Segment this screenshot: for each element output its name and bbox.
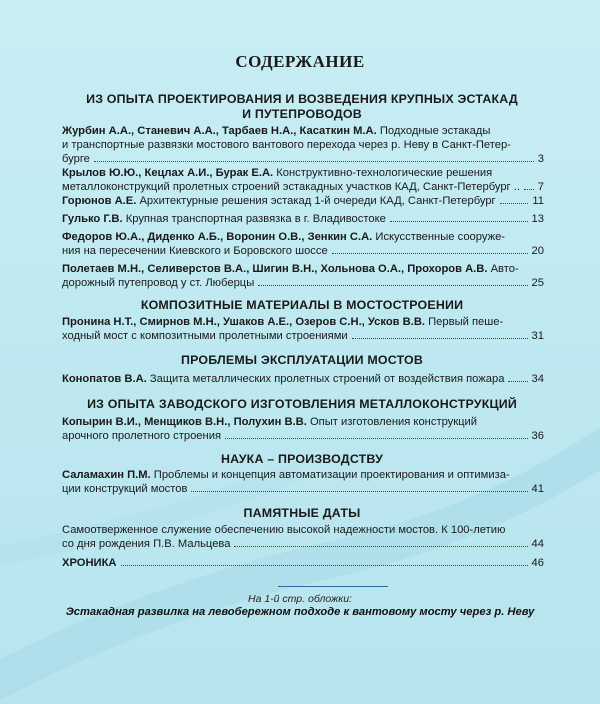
entry-page: 11 [532,195,544,207]
section-heading-memorable-dates: ПАМЯТНЫЕ ДАТЫ [243,506,361,520]
section-heading-science: НАУКА – ПРОИЗВОДСТВУ [220,452,384,466]
section-heading-bridges-overpasses: ИЗ ОПЫТА ПРОЕКТИРОВАНИЯ И ВОЗВЕДЕНИЯ КРУПНЫХ ЭСТАКАД И ПУТЕПРОВОДОВ [86,92,518,121]
toc-entry[interactable]: Крылов Ю.Ю., Кецлах А.И., Бурак Е.А. Конструктивно-технологические решения металлоконструкций пролетных строений эстакадных участков КАД, Санкт-Петербург .. 7 [62,167,544,193]
toc-entry[interactable]: Копырин В.И., Менщиков В.Н., Полухин В.В. Опыт изготовления конструкций арочного пролетного строения 36 [62,416,544,442]
entry-page: 7 [537,181,544,193]
divider-line [278,586,388,587]
toc-entry[interactable]: Полетаев М.Н., Селиверстов В.А., Шигин В.Н., Хольнова О.А., Прохоров А.В. Авто- дорожный путепровод у ст. Люберцы 25 [62,263,544,289]
entry-title: Подходные эстакады [379,125,491,137]
toc-entry[interactable]: Конопатов В.А. Защита металлических пролетных строений от воздействия пожара 34 [62,373,544,385]
section-heading-composites: КОМПОЗИТНЫЕ МАТЕРИАЛЫ В МОСТОСТРОЕНИИ [140,298,464,312]
entry-page: 25 [531,277,544,289]
toc-entry[interactable]: Пронина Н.Т., Смирнов М.Н., Ушаков А.Е., Озеров С.Н., Усков В.В. Первый пеше- ходный мост с композитными пролетными строениями 31 [62,316,544,342]
entry-page: 41 [531,483,544,495]
entry-authors: Журбин А.А., Станевич А.А., Тарбаев Н.А., Касаткин М.А. [62,125,377,137]
leader-dots [94,161,534,162]
toc-entry[interactable]: Гулько Г.В. Крупная транспортная развязка в г. Владивостоке 13 [62,213,544,225]
toc-entry[interactable]: Федоров Ю.А., Диденко А.Б., Воронин О.В., Зенкин С.А. Искусственные сооруже- ния на пересечении Киевского и Боровского шоссе 20 [62,231,544,257]
entry-page: 20 [531,245,544,257]
entry-page: 36 [531,430,544,442]
entry-page: 46 [531,557,544,569]
chronicle-label: ХРОНИКА [62,557,117,569]
entry-page: 13 [531,213,544,225]
toc-entry-chronicle[interactable] [62,556,544,570]
toc-entry[interactable]: Журбин А.А., Станевич А.А., Тарбаев Н.А., Касаткин М.А. Подходные эстакады и транспортные развязки мостового вантового перехода через р. Неву в Санкт-Петер- бурге 3 [62,125,544,165]
entry-page: 3 [537,153,544,165]
page-title: СОДЕРЖАНИЕ [235,52,365,71]
section-heading-factory: ИЗ ОПЫТА ЗАВОДСКОГО ИЗГОТОВЛЕНИЯ МЕТАЛЛОКОНСТРУКЦИЙ [87,397,517,411]
section-heading-operation: ПРОБЛЕМЫ ЭКСПЛУАТАЦИИ МОСТОВ [180,353,424,367]
toc-entry[interactable]: Самоотверженное служение обеспечению высокой надежности мостов. К 100-летию со дня рождения П.В. Мальцева 44 [62,524,544,550]
cover-title: Эстакадная развилка на левобережном подходе к вантовому мосту через р. Неву [65,606,535,618]
toc-entry[interactable]: Горюнов А.Е. Архитектурные решения эстакад 1-й очереди КАД, Санкт-Петербург 11 [62,195,544,207]
entry-page: 34 [531,373,544,385]
cover-caption: На 1-й стр. обложки: [248,593,352,605]
entry-title-cont: и транспортные развязки мостового вантового перехода через р. Неву в Санкт-Петер- [62,139,511,151]
entry-page: 31 [531,330,544,342]
entry-page: 44 [531,538,544,550]
toc-entry[interactable]: Саламахин П.М. Проблемы и концепция автоматизации проектирования и оптимиза- ции конструкций мостов 41 [62,469,544,495]
